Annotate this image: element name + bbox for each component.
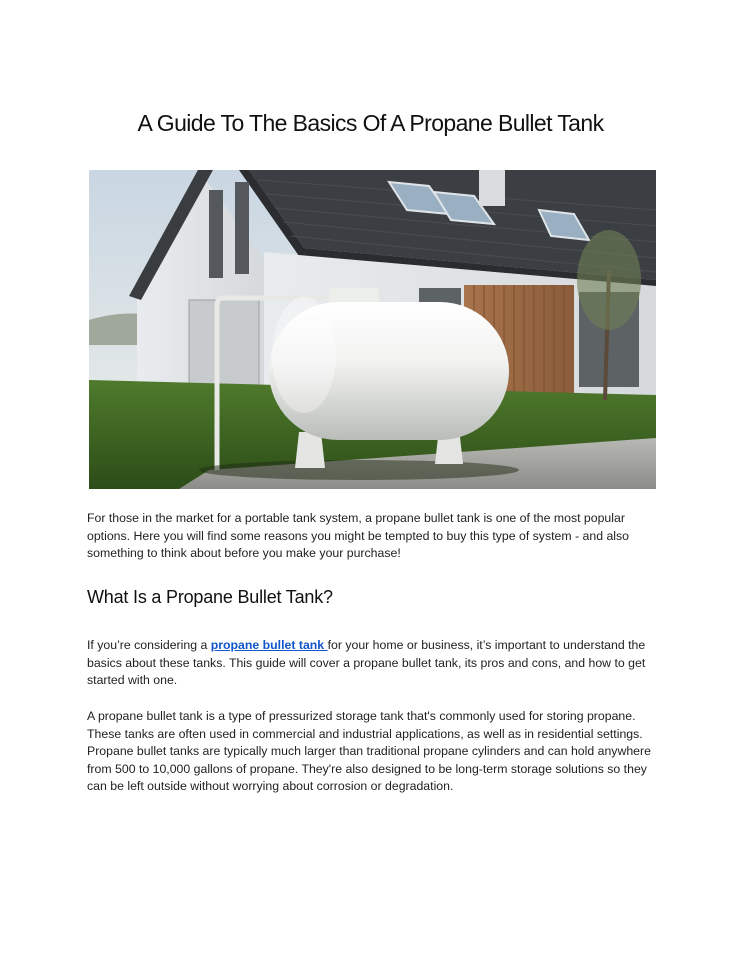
paragraph-text-before-link: If you’re considering a <box>87 638 211 652</box>
hero-image-propane-tank-house <box>89 170 656 489</box>
section-heading: What Is a Propane Bullet Tank? <box>87 587 333 607</box>
paragraph-definition: A propane bullet tank is a type of pressurized storage tank that's commonly used for storing propane. These tanks are often used in commercial and industrial applications, as well as in residential settings. Propane bullet tanks are typically much larger than traditional propane cylinders and can hold anywhere from 500 to 10,000 gallons of propane. They're also designed to be long-term storage solutions so they can be left outside without worrying about corrosion or degradation. <box>87 709 651 793</box>
paragraph-considering <box>87 637 657 690</box>
page-title: A Guide To The Basics Of A Propane Bullet Tank <box>137 110 604 136</box>
paragraph-text-after-link: for your home or business, it’s important to understand the basics about these tanks. This guide will cover a propane bullet tank, its pros and cons, and how to get started with one. <box>87 638 646 687</box>
propane-bullet-tank-link[interactable]: propane bullet tank <box>210 638 328 652</box>
intro-paragraph: For those in the market for a portable tank system, a propane bullet tank is one of the most popular options. Here you will find some reasons you might be tempted to buy this type of system - and also something to think about before you make your purchase! <box>87 511 630 560</box>
